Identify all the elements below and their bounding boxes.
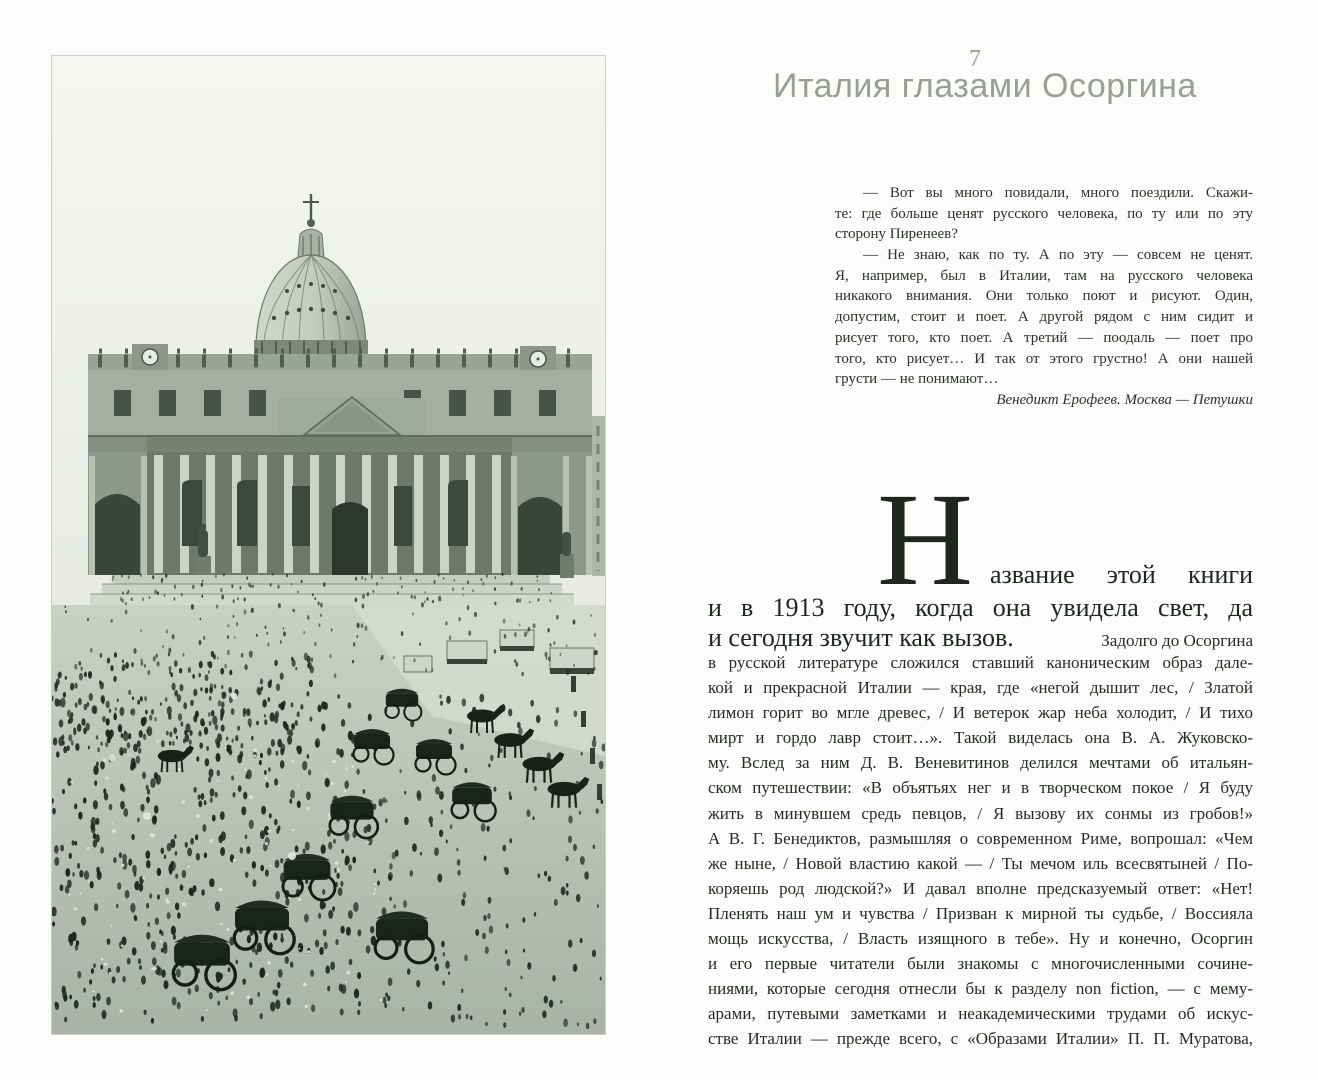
body-line: арами, путевыми заметками и неакадемическими трудами об искус- bbox=[708, 1004, 1253, 1024]
lead-line-1: азвание этой книги bbox=[990, 560, 1253, 589]
epigraph-line: сторону Пиренеев? bbox=[835, 226, 958, 243]
body-line: мирт и гордо лавр стоит…». Такой виделась она В. А. Жуковско- bbox=[708, 728, 1253, 748]
chapter-title: Италия глазами Осоргина bbox=[773, 67, 1197, 105]
body-line: мощь искусства, / Власть изящного в тебе». Ну и конечно, Осоргин bbox=[708, 929, 1253, 949]
body-line: стве Италии — прежде всего, с «Образами Италии» П. П. Муратова, bbox=[708, 1029, 1253, 1049]
body-line: ниями, которые сегодня отнесли бы к разделу non fiction, — с мему- bbox=[708, 979, 1253, 999]
body-paragraph bbox=[708, 650, 1253, 1052]
epigraph-line: — Не знаю, как по ту. А по эту — совсем не ценят. bbox=[863, 247, 1253, 264]
body-line: и его первые читатели были знакомы с многочисленными сочине- bbox=[708, 954, 1253, 974]
epigraph-line: никакого внимания. Они только поют и рисуют. Один, bbox=[835, 288, 1253, 305]
epigraph-line: те: где больше ценят русского человека, по ту или по эту bbox=[835, 205, 1253, 222]
epigraph-line: того, кто рисует… И так от этого грустно! А они нашей bbox=[835, 350, 1253, 367]
body-line: кой и прекрасной Италии — края, где «негой дышит лес, / Златой bbox=[708, 678, 1253, 698]
body-line: А В. Г. Бенедиктов, размышляя о современном Риме, вопрошал: «Чем bbox=[708, 828, 1253, 848]
drop-cap: Н bbox=[877, 465, 974, 613]
epigraph-attribution: Венедикт Ерофеев. Москва — Петушки bbox=[996, 391, 1253, 408]
epigraph bbox=[835, 183, 1253, 411]
body-line: ском путешествии: «В объятьях нег и в творческом покое / Я буду bbox=[708, 778, 1253, 798]
body-line: в русской литературе сложился ставший каноническим образ дале- bbox=[708, 653, 1253, 672]
body-line: же ныне, / Новой властию какой — / Ты мечом иль всесвятыней / По- bbox=[708, 853, 1253, 873]
lead-line-3-rest: Задолго до Осоргина bbox=[1101, 631, 1253, 650]
basilica-facade bbox=[88, 344, 605, 605]
lead-line-2: и в 1913 году, когда она увидела свет, да bbox=[708, 593, 1253, 622]
page-number: 7 bbox=[969, 46, 982, 72]
lead-line-3 bbox=[708, 623, 1253, 653]
epigraph-line: допустим, стоит и поет. А другой рядом с ним сидит и bbox=[835, 309, 1253, 326]
basilica-photo bbox=[52, 56, 605, 1034]
basilica-photo-art bbox=[52, 56, 605, 1034]
body-line: Пленять наш ум и чувства / Призван к мирной ты судьбе, / Воссияла bbox=[708, 903, 1253, 923]
body-line: жить в минувшем средь певцов, / Я вызову их сонмы из гробов!» bbox=[708, 803, 1253, 823]
body-line: лимон горит во мгле древес, / И ветерок жар неба холодит, / И тихо bbox=[708, 703, 1253, 723]
epigraph-line: — Вот вы много повидали, много поездили. Скажи- bbox=[863, 185, 1253, 201]
body-line: му. Вслед за ним Д. В. Веневитинов делился мечтами об итальян- bbox=[708, 753, 1253, 773]
lead-line-3-big: и сегодня звучит как вызов. bbox=[708, 623, 1014, 652]
epigraph-line: рисует того, кто поет. А третий — поодаль — поет про bbox=[835, 329, 1253, 346]
body-line: коряешь род людской?» И давал вполне предсказуемый ответ: «Нет! bbox=[708, 878, 1253, 898]
epigraph-line: грусти — не понимают… bbox=[835, 371, 999, 388]
epigraph-line: Я, например, был в Италии, там на русского человека bbox=[835, 267, 1253, 284]
